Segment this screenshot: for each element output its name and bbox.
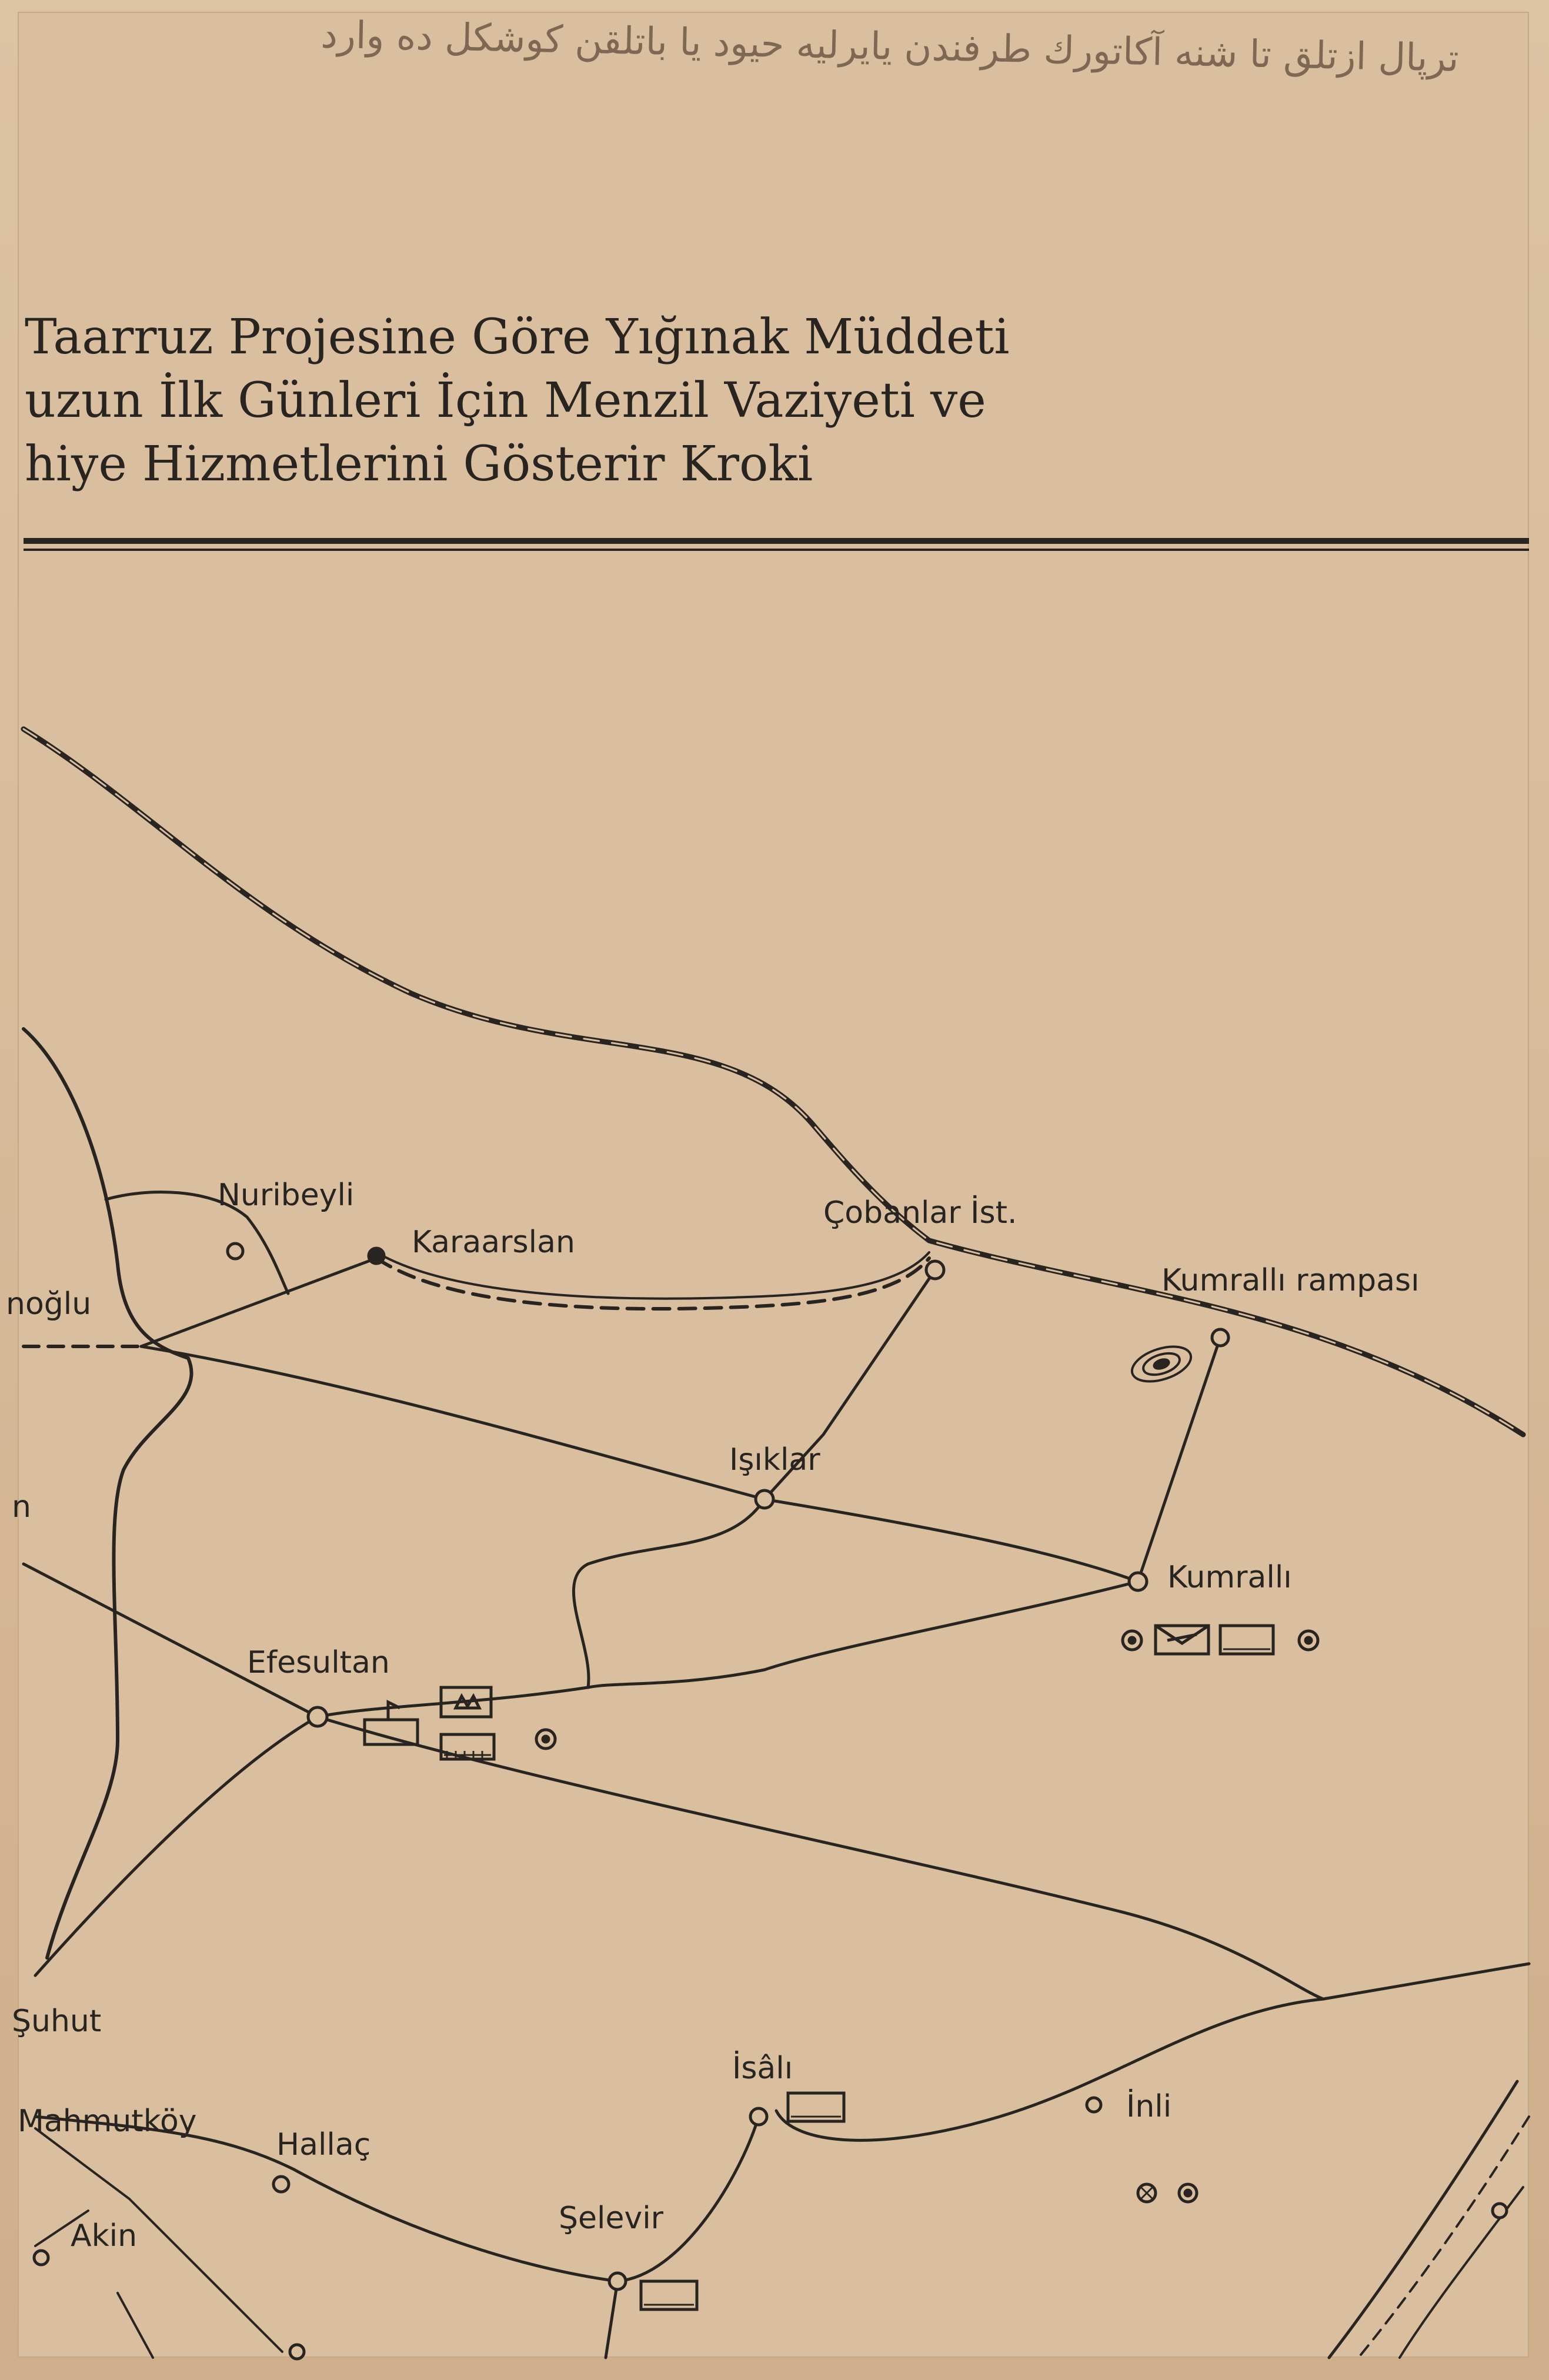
label-selevir: Şelevir <box>559 2201 664 2236</box>
label-efesultan: Efesultan <box>247 1645 390 1680</box>
label-oglu: noğlu <box>6 1286 92 1322</box>
label-kumralli: Kumrallı <box>1167 1560 1292 1595</box>
title-line-1: Taarruz Projesine Göre Yığınak Müddeti <box>25 309 1010 365</box>
label-kumralli-rampasi: Kumrallı rampası <box>1161 1263 1420 1298</box>
railway-southeast <box>1329 2081 1517 2358</box>
akin-marker <box>34 2251 48 2265</box>
kumralli-marker <box>1129 1573 1147 1590</box>
label-isiklar: Işıklar <box>729 1442 820 1478</box>
road-west-efesultan <box>24 1564 318 1717</box>
railway-branch-dashed <box>376 1258 929 1309</box>
target-dot-inli <box>1185 2190 1191 2196</box>
label-inli: İnli <box>1126 2089 1172 2124</box>
road-southwest-b <box>118 2293 153 2358</box>
title-line-2: uzun İlk Günleri İçin Menzil Vaziyeti ve <box>25 373 986 429</box>
handwritten-ottoman-note: ترپال ازتلق تا شنه آكاتورك طرفندن يايرليه حيود يا باتلقن كوشكل ده وارد <box>320 13 1460 81</box>
road-efesultan-southwest <box>35 1717 318 1975</box>
road-selevir-south <box>606 2281 617 2358</box>
isali-marker <box>750 2108 767 2125</box>
label-isali: İsâlı <box>732 2051 793 2086</box>
cobanlar-marker <box>926 1261 944 1279</box>
road-oglu-isiklar <box>141 1346 765 1499</box>
road-isali-selevir <box>617 2117 759 2281</box>
label-akin: Akin <box>71 2218 138 2254</box>
cross-mark-inli <box>1141 2187 1153 2199</box>
target-dot-kumralli-2 <box>1306 1637 1311 1643</box>
hallac-marker <box>273 2177 289 2192</box>
railway-southeast-dash <box>1358 2117 1529 2358</box>
label-cobanlar: Çobanlar İst. <box>823 1195 1017 1231</box>
road-east-main <box>1323 1964 1529 1999</box>
title-line-3: hiye Hizmetlerini Gösterir Kroki <box>25 436 813 492</box>
karaarslan-marker <box>369 1248 384 1263</box>
label-suhut: Şuhut <box>12 2004 102 2039</box>
road-oglu-karaarslan <box>141 1258 376 1346</box>
selevir-marker <box>609 2273 626 2289</box>
envelope-mark-icon <box>1156 1626 1209 1643</box>
efesultan-marker <box>308 1707 327 1726</box>
isiklar-marker <box>756 1490 773 1508</box>
southeast-edge-marker <box>1493 2204 1507 2218</box>
target-dot-kumralli-1 <box>1129 1637 1135 1643</box>
western-road <box>24 1029 192 1958</box>
road-isiklar-efesultan-north <box>573 1499 765 1687</box>
road-isiklar-kumralli <box>765 1499 1138 1582</box>
road-isali-inli <box>776 1999 1323 2140</box>
target-dot-efesultan <box>543 1736 549 1742</box>
label-karaarslan: Karaarslan <box>412 1225 575 1260</box>
depot-flag-icon-efesultan-1 <box>388 1702 400 1720</box>
nuribeyli-marker <box>228 1244 243 1259</box>
label-nuribeyli: Nuribeyli <box>218 1178 355 1213</box>
label-mahmutkoy: Mahmutköy <box>18 2104 197 2139</box>
label-hallac: Hallaç <box>276 2127 371 2162</box>
hill-contour-inner <box>1153 1358 1170 1370</box>
south-edge-marker <box>290 2345 304 2359</box>
railway-main-line <box>24 729 1523 1435</box>
label-n-fragment: n <box>12 1489 31 1525</box>
kumralli-rampasi-marker <box>1212 1329 1228 1346</box>
inli-marker <box>1087 2098 1101 2112</box>
